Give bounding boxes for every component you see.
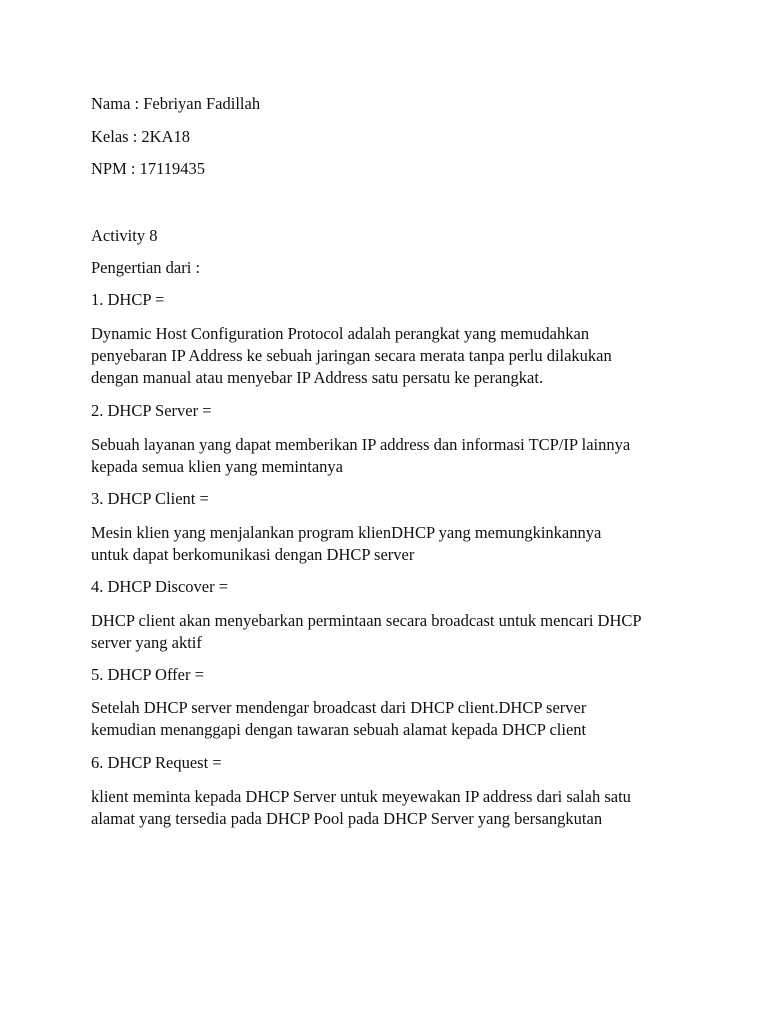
item-heading: 2. DHCP Server =: [91, 401, 212, 420]
paragraph-line: untuk dapat berkomunikasi dengan DHCP server: [91, 545, 415, 564]
npm-line: NPM : 17119435: [91, 159, 205, 178]
paragraph-line: alamat yang tersedia pada DHCP Pool pada DHCP Server yang bersangkutan: [91, 809, 603, 828]
paragraph-line: klient meminta kepada DHCP Server untuk meyewakan IP address dari salah satu: [91, 787, 631, 806]
item-paragraph: [91, 786, 691, 830]
item-paragraph: [91, 323, 691, 389]
paragraph-line: Dynamic Host Configuration Protocol adalah perangkat yang memudahkan: [91, 324, 590, 343]
paragraph-line: Sebuah layanan yang dapat memberikan IP address dan informasi TCP/IP lainnya: [91, 435, 631, 454]
paragraph-line: kepada semua klien yang memintanya: [91, 457, 343, 476]
item-paragraph: [91, 522, 691, 566]
item-heading: 1. DHCP =: [91, 290, 165, 309]
paragraph-line: Setelah DHCP server mendengar broadcast dari DHCP client.DHCP server: [91, 698, 587, 717]
name-line: Nama : Febriyan Fadillah: [91, 94, 261, 113]
item-paragraph: [91, 697, 691, 741]
paragraph-line: DHCP client akan menyebarkan permintaan secara broadcast untuk mencari DHCP: [91, 611, 642, 630]
paragraph-line: Mesin klien yang menjalankan program klienDHCP yang memungkinkannya: [91, 523, 602, 542]
item-heading: 5. DHCP Offer =: [91, 665, 204, 684]
paragraph-line: dengan manual atau menyebar IP Address satu persatu ke perangkat.: [91, 368, 544, 387]
intro-line: Pengertian dari :: [91, 258, 201, 277]
class-line: Kelas : 2KA18: [91, 127, 190, 146]
activity-title: Activity 8: [91, 226, 158, 245]
paragraph-line: server yang aktif: [91, 633, 202, 652]
paragraph-line: kemudian menanggapi dengan tawaran sebuah alamat kepada DHCP client: [91, 720, 587, 739]
item-heading: 4. DHCP Discover =: [91, 577, 229, 596]
item-paragraph: [91, 610, 691, 654]
item-heading: 6. DHCP Request =: [91, 753, 222, 772]
item-heading: 3. DHCP Client =: [91, 489, 209, 508]
paragraph-line: penyebaran IP Address ke sebuah jaringan secara merata tanpa perlu dilakukan: [91, 346, 612, 365]
item-paragraph: [91, 434, 691, 478]
